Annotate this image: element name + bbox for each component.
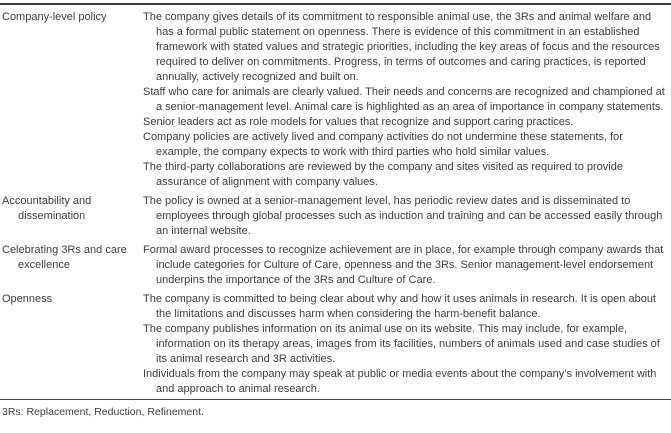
row-label: Company-level policy	[2, 11, 107, 23]
content-paragraph: Formal award processes to recognize achievement are in place, for example through company awards that include categories for Culture of Care, openness and the 3Rs. Senior management-level endorsement underpins the importance of the 3Rs and Culture of Care.	[143, 244, 664, 286]
row-content	[143, 10, 667, 190]
row-label: Openness	[2, 293, 53, 305]
table-row-accountability-and-dissemination	[2, 194, 667, 239]
content-paragraph: The company gives details of its commitment to responsible animal use, the 3Rs and animal welfare and has a formal public statement on openness. There is evidence of this commitment in an established framework with stated values and strategic priorities, including the key areas of focus and the resources required to deliver on commitments. Progress, in terms of outcomes and caring practices, is reported annually, actively recognized and built on.	[143, 11, 660, 83]
row-content	[143, 292, 667, 397]
content-paragraph: The third-party collaborations are reviewed by the company and sites visited as required to provide assurance of alignment with company values.	[143, 161, 623, 188]
table-row-openness	[2, 292, 667, 397]
row-content	[143, 194, 667, 239]
content-paragraph: The company publishes information on its animal use on its website. This may include, for example, information on its therapy areas, images from its facilities, numbers of animals used and case studies of its animal research and 3R activities.	[143, 323, 660, 365]
row-label: Celebrating 3Rs and care excellence	[2, 244, 127, 271]
content-paragraph: Staff who care for animals are clearly valued. Their needs and concerns are recognized and championed at a senior-management level. Animal care is highlighted as an area of importance in company statements.	[143, 86, 665, 113]
table-footnote: 3Rs: Replacement, Reduction, Refinement.	[2, 406, 204, 418]
content-paragraph: Senior leaders act as role models for values that recognize and support caring practices.	[143, 116, 574, 128]
row-label: Accountability and dissemination	[2, 195, 92, 222]
row-content	[143, 243, 667, 288]
content-paragraph: The company is committed to being clear about why and how it uses animals in research. It is open about the limitations and discusses harm when considering the harm-benefit balance.	[143, 293, 656, 320]
content-paragraph: Individuals from the company may speak at public or media events about the company’s involvement with and approach to animal research.	[143, 368, 657, 395]
policy-table	[0, 5, 671, 397]
table-row-company-level-policy	[2, 10, 667, 190]
table-row-celebrating-3rs-and-care-excellence	[2, 243, 667, 288]
content-paragraph: Company policies are actively lived and company activities do not undermine these statements, for example, the company expects to work with third parties who hold similar values.	[143, 131, 623, 158]
content-paragraph: The policy is owned at a senior-management level, has periodic review dates and is disseminated to employees through global processes such as induction and training and can be accessed easily through an internal website.	[143, 195, 663, 237]
